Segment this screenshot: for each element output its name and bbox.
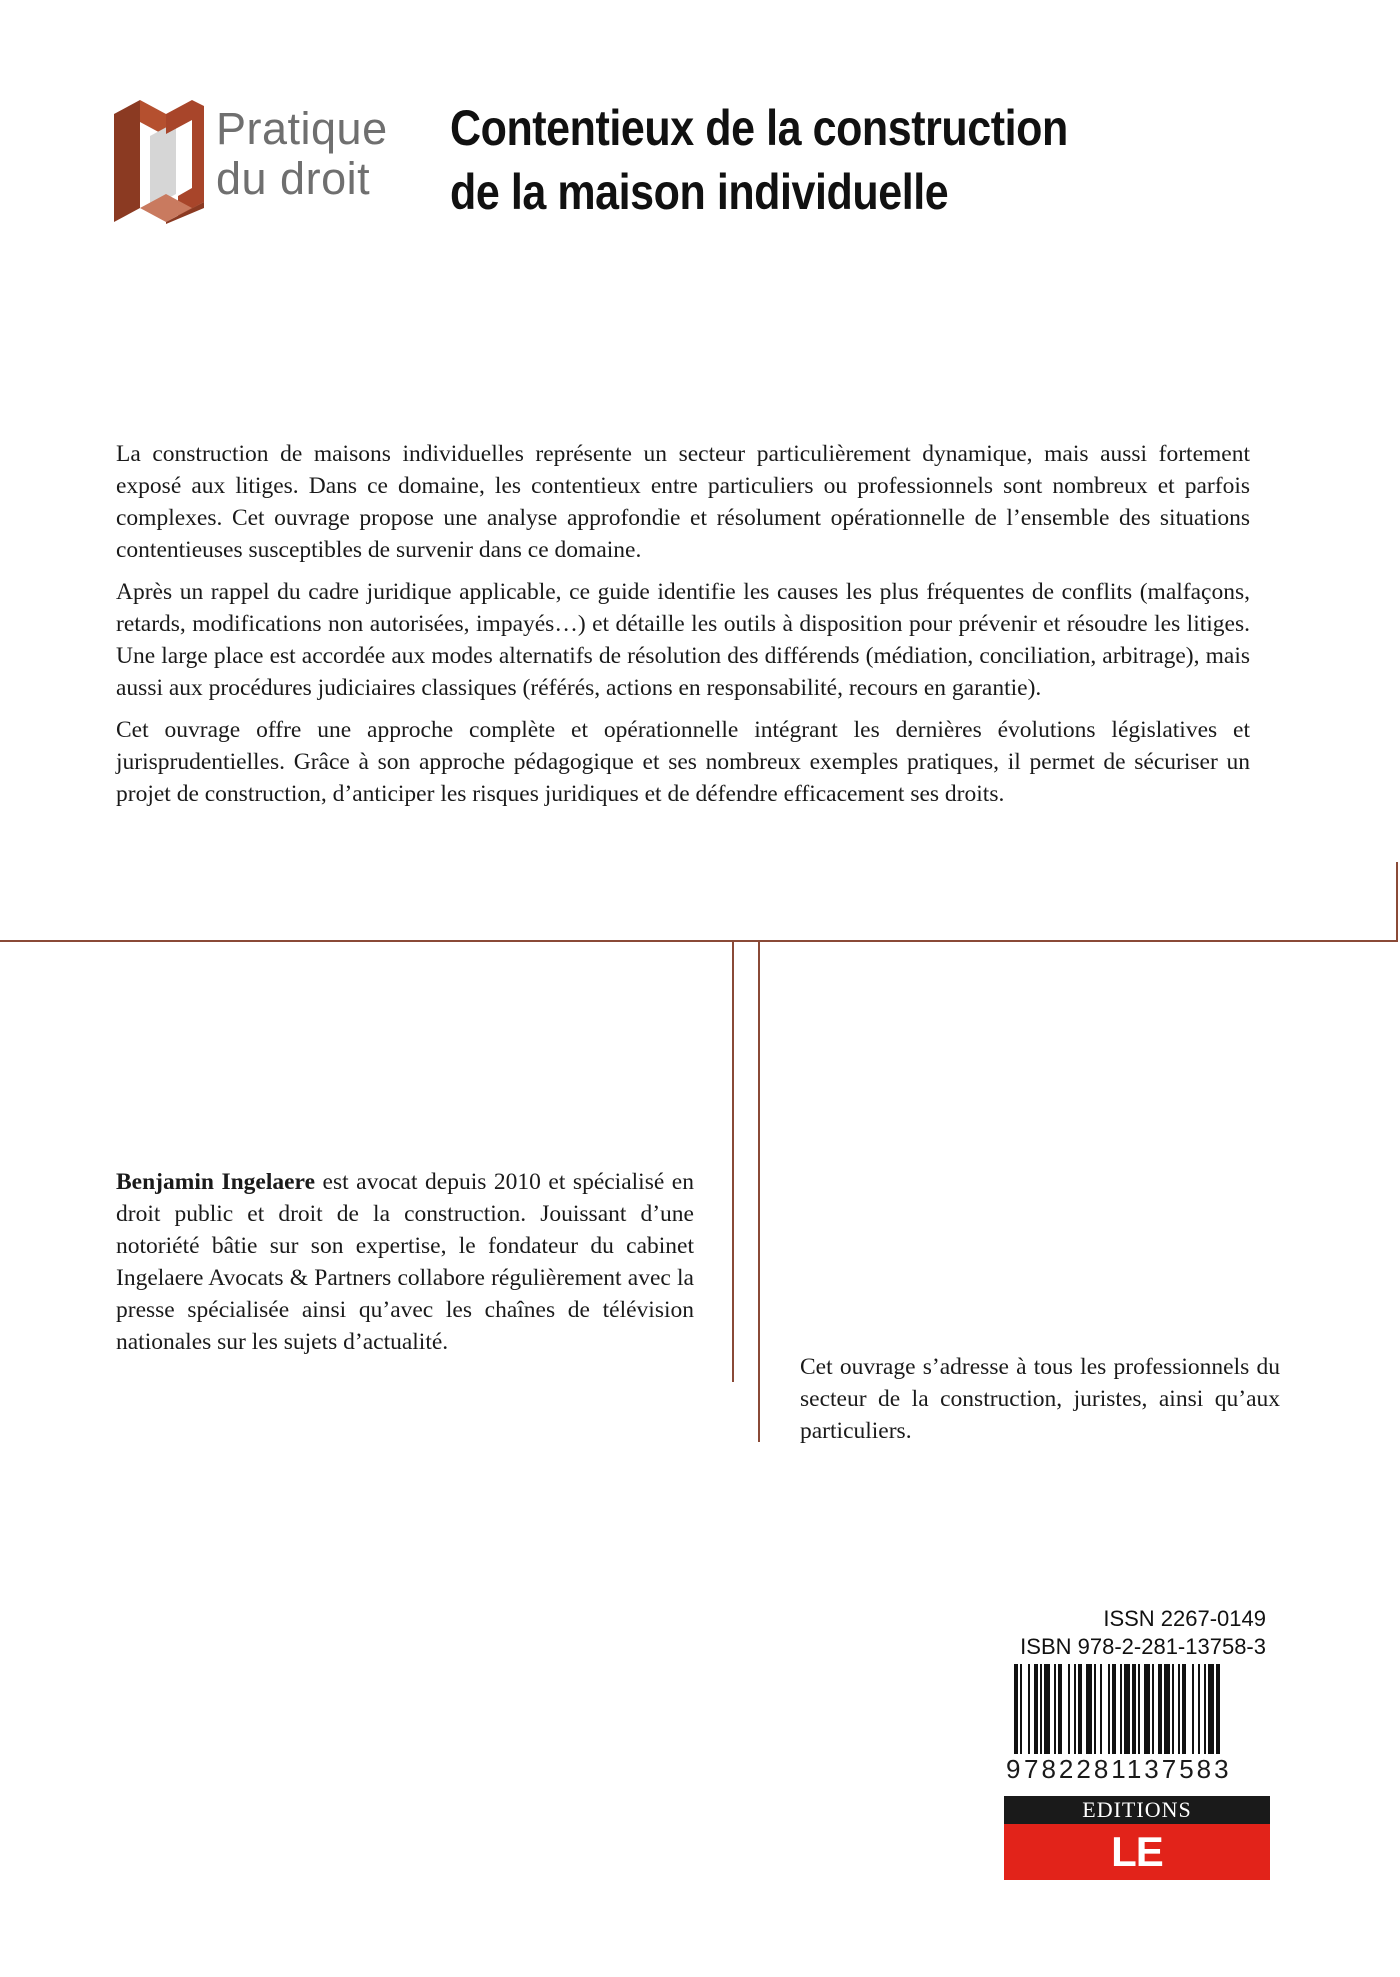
column-divider-left (732, 942, 734, 1382)
publisher-logo-top: EDITIONS (1004, 1796, 1270, 1824)
author-bio-text: est avocat depuis 2010 et spécialisé en droit public et droit de la construction. Jouissant d’une notoriété bâtie sur son expertise, le fondateur du cabinet Ingelaere Avocats & Partners collabore régulièrement avec la presse spécialisée ainsi qu’avec les chaînes de télévision nationales sur les sujets d’actualité. (116, 1169, 694, 1355)
summary-paragraph-2: Après un rappel du cadre juridique applicable, ce guide identifie les causes les plus fréquentes de conflits (malfaçons, retards, modifications non autorisées, impayés…) et détaille les outils à disposition pour prévenir et résoudre les litiges. Une large place est accordée aux modes alternatifs de résolution des différends (médiation, conciliation, arbitrage), mais aussi aux procédures judiciaires classiques (référés, actions en responsabilité, recours en garantie). (116, 579, 1250, 701)
horizontal-rule (0, 940, 1398, 942)
right-edge-rule (1396, 862, 1398, 942)
barcode-first-digit: 9 (1006, 1754, 1024, 1784)
series-name (216, 104, 388, 204)
issn: ISSN 2267-0149 (1103, 1606, 1266, 1631)
column-divider-right (758, 942, 760, 1442)
book-title-line2: de la maison individuelle (450, 164, 949, 220)
author-name: Benjamin Ingelaere (116, 1169, 315, 1195)
summary-paragraph-3: Cet ouvrage offre une approche complète et opérationnelle intégrant les dernières évolutions législatives et jurisprudentielles. Grâce à son approche pédagogique et ses nombreux exemples pratiques, il permet de sécuriser un projet de construction, d’anticiper les risques juridiques et de défendre efficacement ses droits. (116, 717, 1250, 807)
series-name-line2: du droit (216, 153, 371, 204)
author-bio (116, 1166, 694, 1358)
series-name-line1: Pratique (216, 103, 388, 154)
publisher-logo (1004, 1796, 1270, 1931)
book-title-line1: Contentieux de la construction (450, 100, 1068, 156)
summary-paragraph-1: La construction de maisons individuelles représente un secteur particulièrement dynamique, mais aussi fortement exposé aux litiges. Dans ce domaine, les contentieux entre particuliers ou professionnels sont nombreux et parfois complexes. Cet ouvrage propose une analyse approfondie et résolument opérationnelle de l’ensemble des situations contentieuses susceptibles de survenir dans ce domaine. (116, 441, 1250, 563)
series-logo-icon (114, 96, 204, 224)
book-title (450, 96, 1224, 224)
summary-text (116, 438, 1250, 820)
barcode-number: 782281137583 (1024, 1754, 1232, 1784)
barcode-digits (1006, 1754, 1270, 1788)
publisher-logo-bottom: LE MONITEUR (1004, 1824, 1270, 1880)
isbn: ISBN 978-2-281-13758-3 (1020, 1634, 1266, 1659)
audience-text: Cet ouvrage s’adresse à tous les professionnels du secteur de la construction, juristes, ainsi qu’aux particuliers. (800, 1354, 1280, 1444)
